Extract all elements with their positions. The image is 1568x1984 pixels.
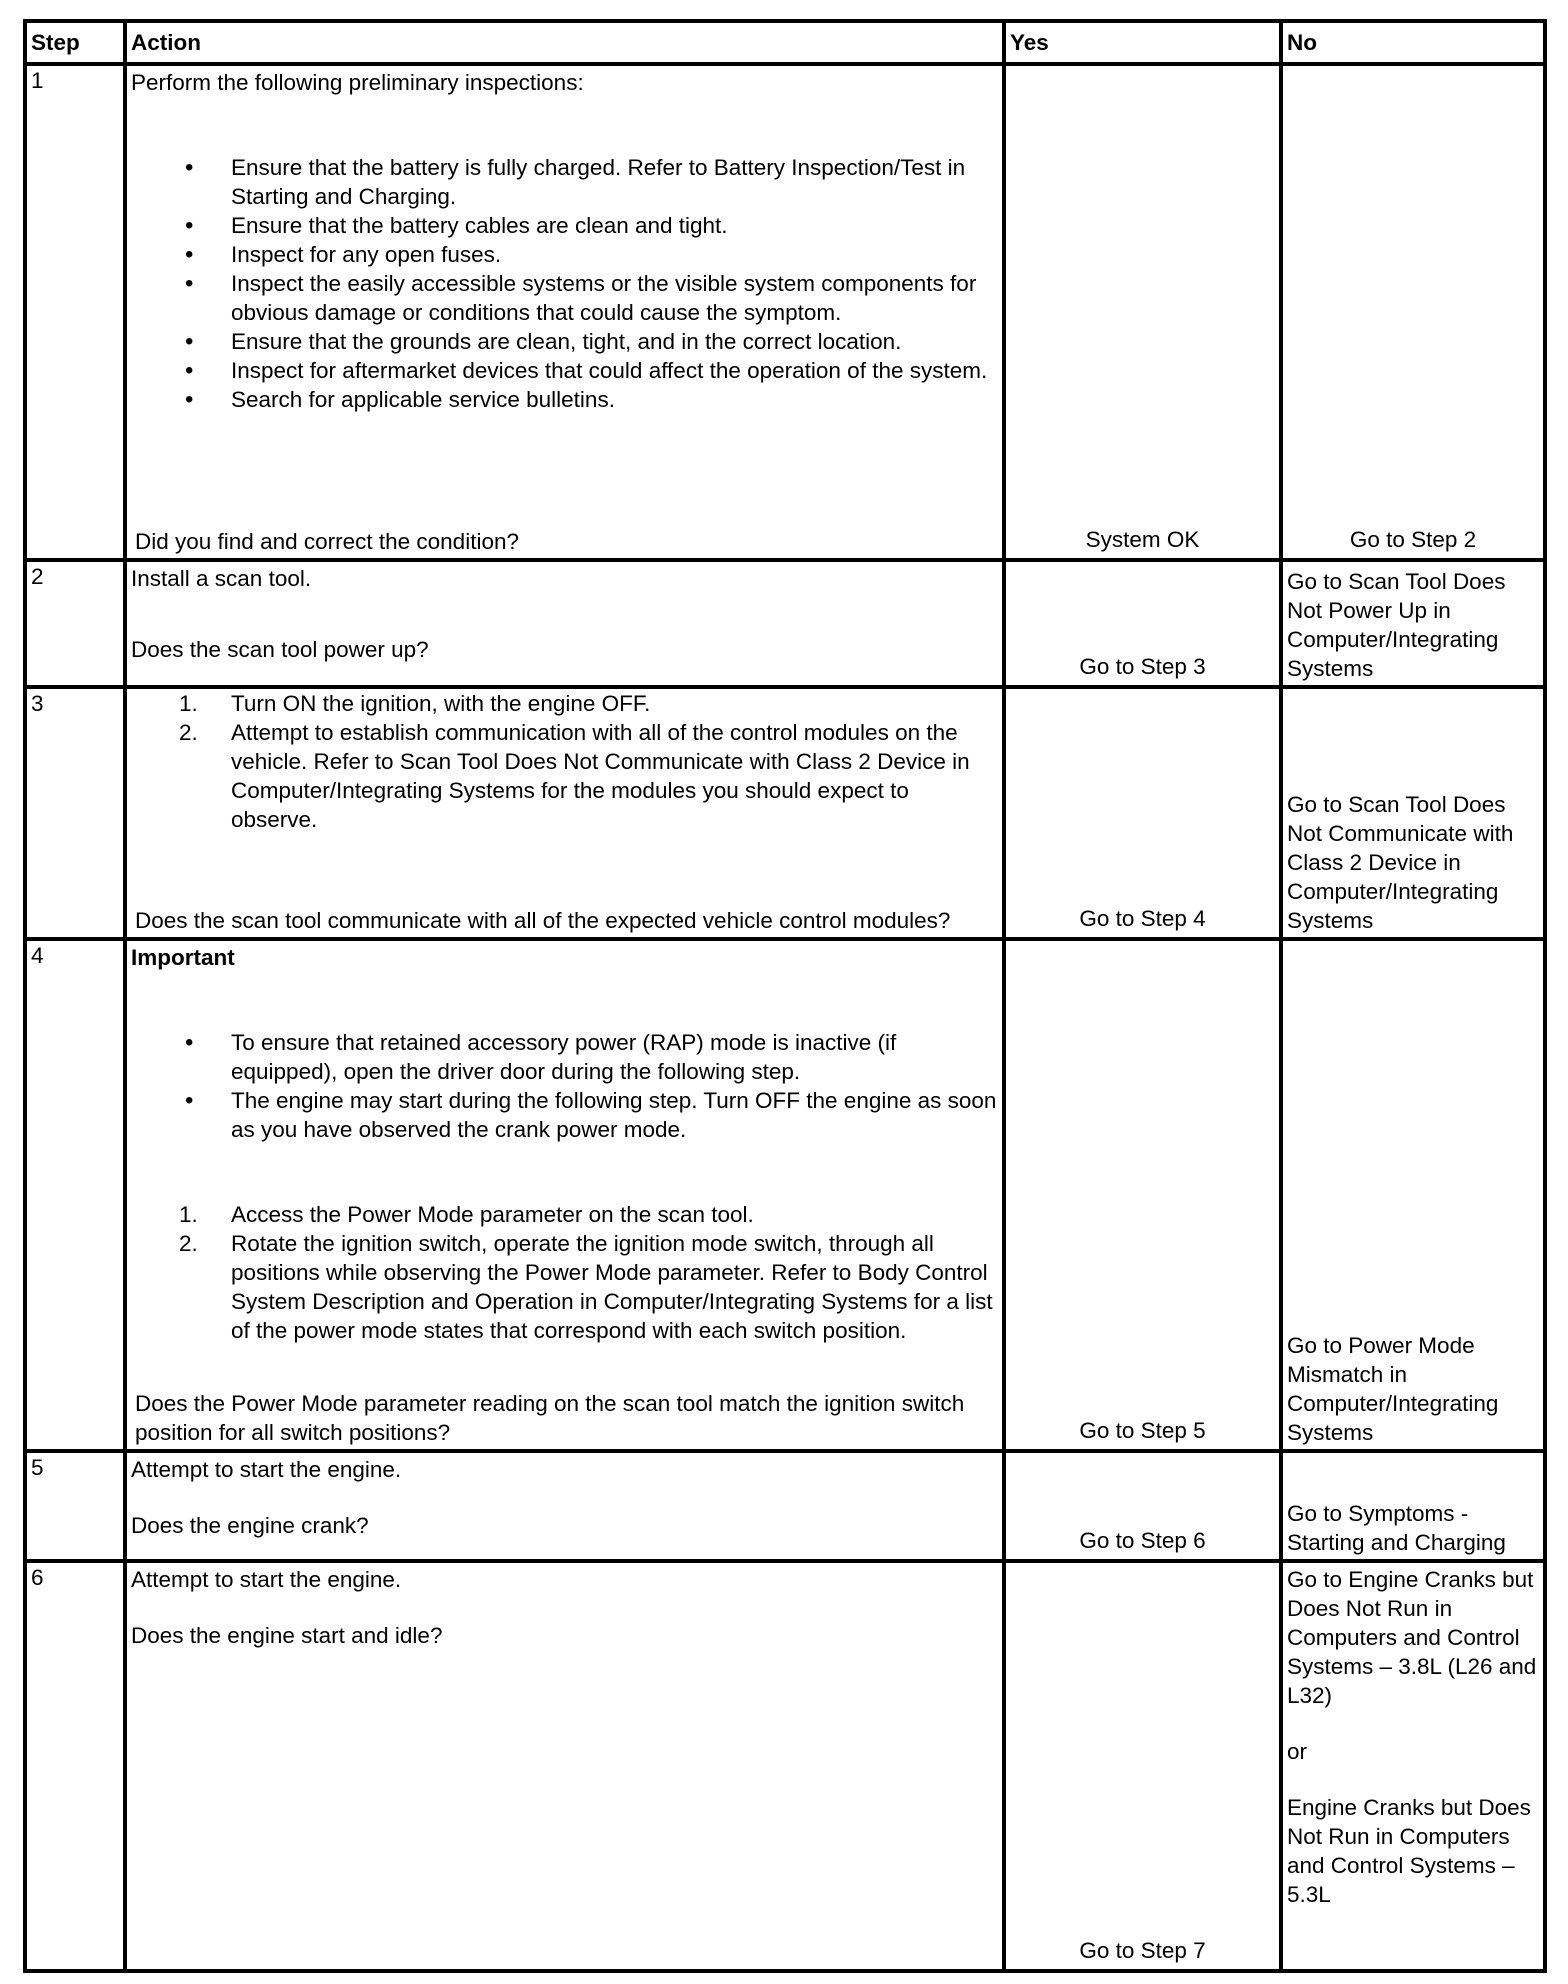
list-item: 1. Turn ON the ignition, with the engine OFF. [179, 691, 651, 716]
table-row-step-6 [25, 1561, 1545, 1971]
list-item: • The engine may start during the following step. Turn OFF the engine as soon as you have observed the crank power mode. [131, 1086, 998, 1144]
list-item: • Inspect for aftermarket devices that could affect the operation of the system. [131, 356, 998, 385]
header-yes: Yes [1004, 21, 1281, 64]
action-question: Does the engine crank? [131, 1513, 369, 1538]
no-cell [1281, 64, 1545, 560]
step-number: 5 [25, 1451, 125, 1561]
action-question: Did you find and correct the condition? [135, 529, 519, 554]
action-cell [125, 560, 1004, 687]
no-result: Go to Scan Tool Does Not Communicate with Class 2 Device in Computer/Integrating Systems [1287, 792, 1514, 933]
yes-cell [1004, 1561, 1281, 1971]
action-intro: Attempt to start the engine. [131, 1567, 402, 1592]
yes-result: Go to Step 7 [1079, 1938, 1206, 1963]
action-question: Does the engine start and idle? [131, 1623, 443, 1648]
action-cell [125, 64, 1004, 560]
no-result: Go to Symptoms - Starting and Charging [1287, 1501, 1506, 1555]
no-cell [1281, 1561, 1545, 1971]
header-step: Step [25, 21, 125, 64]
important-label: Important [131, 945, 235, 970]
action-question: Does the scan tool communicate with all of the expected vehicle control modules? [135, 908, 951, 933]
list-item: • Ensure that the grounds are clean, tight, and in the correct location. [131, 327, 998, 356]
yes-result: Go to Step 6 [1079, 1528, 1206, 1553]
action-cell [125, 687, 1004, 939]
yes-result: Go to Step 3 [1079, 654, 1206, 679]
table-row-step-1 [25, 64, 1545, 560]
yes-result: Go to Step 5 [1079, 1418, 1206, 1443]
header-row [25, 21, 1545, 64]
table-row-step-5 [25, 1451, 1545, 1561]
action-intro: Attempt to start the engine. [131, 1457, 402, 1482]
table-row-step-3 [25, 687, 1545, 939]
list-item: • Ensure that the battery is fully charged. Refer to Battery Inspection/Test in Starting and Charging. [131, 153, 998, 211]
action-intro: Install a scan tool. [131, 566, 312, 591]
yes-cell [1004, 687, 1281, 939]
no-result: Go to Step 2 [1349, 527, 1477, 552]
no-cell [1281, 687, 1545, 939]
no-result-alt: Engine Cranks but Does Not Run in Computers and Control Systems – 5.3L [1287, 1795, 1531, 1907]
yes-cell [1004, 939, 1281, 1451]
procedure-list [131, 1200, 998, 1345]
no-cell [1281, 1451, 1545, 1561]
no-cell [1281, 939, 1545, 1451]
action-cell [125, 1561, 1004, 1971]
step-number: 1 [25, 64, 125, 560]
header-no: No [1281, 21, 1545, 64]
diagnostic-table [23, 19, 1547, 1973]
action-cell [125, 939, 1004, 1451]
action-question: Does the Power Mode parameter reading on the scan tool match the ignition switch position for all switch positions? [135, 1391, 965, 1445]
yes-cell [1004, 64, 1281, 560]
list-item: • Search for applicable service bulletins. [131, 385, 998, 414]
no-result-or: or [1287, 1739, 1308, 1764]
no-cell [1281, 560, 1545, 687]
list-item: • Inspect for any open fuses. [131, 240, 998, 269]
list-item: 1. Access the Power Mode parameter on the scan tool. [179, 1202, 754, 1227]
yes-cell [1004, 1451, 1281, 1561]
yes-cell [1004, 560, 1281, 687]
step-number: 3 [25, 687, 125, 939]
list-item: 2. Attempt to establish communication with all of the control modules on the vehicle. Refer to Scan Tool Does Not Communicate with Class 2 Device in Computer/Integrating Systems for the modules you should expect to observe. [179, 720, 970, 832]
step-number: 4 [25, 939, 125, 1451]
no-result: Go to Engine Cranks but Does Not Run in Computers and Control Systems – 3.8L (L26 and L32) [1287, 1567, 1537, 1708]
step-number: 6 [25, 1561, 125, 1971]
inspection-list [131, 153, 998, 414]
no-result: Go to Power Mode Mismatch in Computer/Integrating Systems [1287, 1333, 1499, 1445]
list-item: 2. Rotate the ignition switch, operate the ignition mode switch, through all positions while observing the Power Mode parameter. Refer to Body Control System Description and Operation in Computer/Integrating Systems for a list of the power mode states that correspond with each switch position. [179, 1231, 993, 1343]
list-item: • Inspect the easily accessible systems or the visible system components for obvious damage or conditions that could cause the symptom. [131, 269, 998, 327]
action-cell [125, 1451, 1004, 1561]
procedure-list [131, 689, 998, 834]
list-item: • Ensure that the battery cables are clean and tight. [131, 211, 998, 240]
header-action: Action [125, 21, 1004, 64]
table-row-step-2 [25, 560, 1545, 687]
caution-list [131, 1028, 998, 1144]
list-item: • To ensure that retained accessory power (RAP) mode is inactive (if equipped), open the driver door during the following step. [131, 1028, 998, 1086]
action-question: Does the scan tool power up? [131, 637, 429, 662]
action-intro: Perform the following preliminary inspections: [131, 70, 584, 95]
no-result: Go to Scan Tool Does Not Power Up in Computer/Integrating Systems [1287, 569, 1506, 681]
table-row-step-4 [25, 939, 1545, 1451]
step-number: 2 [25, 560, 125, 687]
yes-result: Go to Step 4 [1079, 906, 1206, 931]
yes-result: System OK [1085, 527, 1200, 552]
